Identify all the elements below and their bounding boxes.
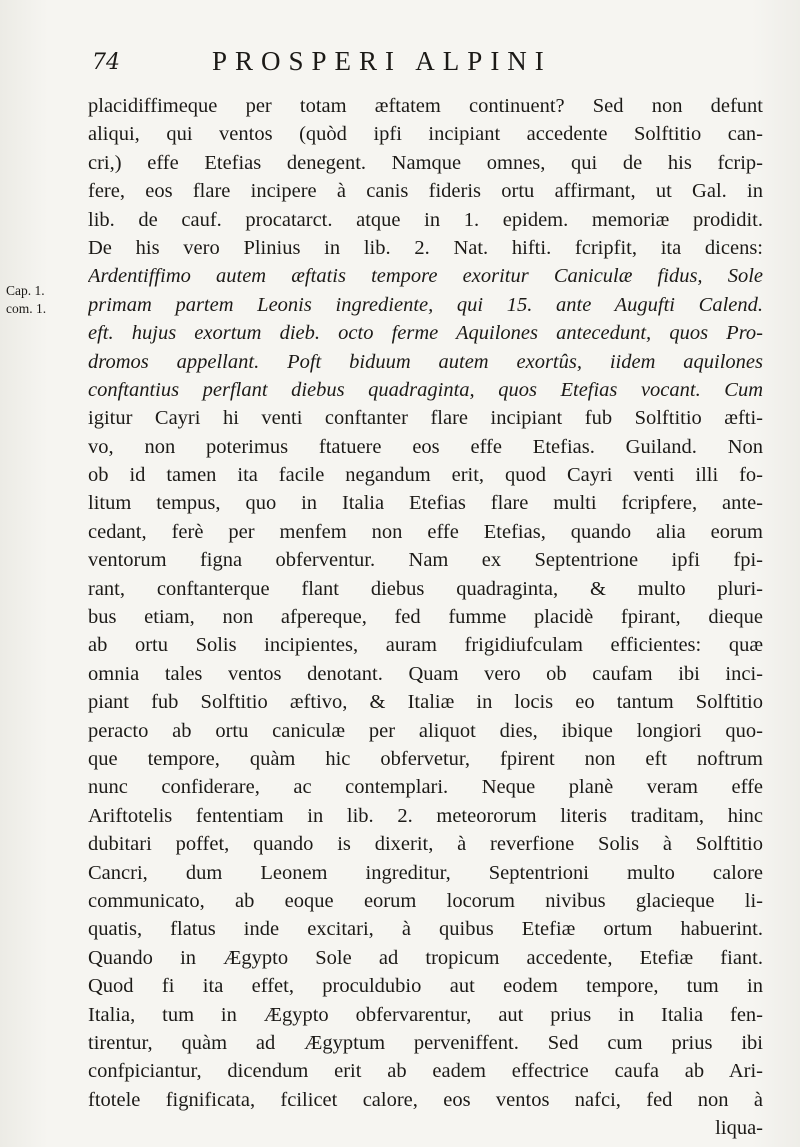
page-number: 74 (92, 50, 120, 75)
margin-note-line: Cap. 1. (6, 283, 45, 298)
text-line: fere, eos flare incipere à canis fideris ortu affirmant, ut Gal. in (88, 180, 763, 203)
text-line: piant fub Solftitio æftivo, & Italiæ in locis eo tantum Solftitio (88, 691, 763, 714)
text-line: que tempore, quàm hic obfervetur, fpirent non eft noftrum (88, 747, 763, 770)
body-text (88, 92, 763, 1142)
text-line: cedant, ferè per menfem non effe Etefias, quando alia eorum (88, 520, 763, 543)
text-line: Cancri, dum Leonem ingreditur, Septentrioni multo calore (88, 861, 763, 884)
text-line: litum tempus, quo in Italia Etefias flare multi fcripfere, ante- (88, 492, 763, 515)
text-line: peracto ab ortu caniculæ per aliquot dies, ibique longiori quo- (88, 719, 763, 742)
text-line: primam partem Leonis ingrediente, qui 15. ante Augufti Calend. (88, 293, 763, 316)
running-title: PROSPERI ALPINI (212, 46, 552, 76)
text-line: vo, non poterimus ftatuere eos effe Etefias. Guiland. Non (88, 435, 763, 458)
margin-note-line: com. 1. (6, 301, 47, 316)
text-line: Italia, tum in Ægypto obfervarentur, aut prius in Italia fen- (88, 1003, 763, 1026)
text-line: lib. de cauf. procatarct. atque in 1. epidem. memoriæ prodidit. (88, 208, 763, 231)
text-line: ventorum figna obferventur. Nam ex Septentrione ipfi fpi- (88, 549, 763, 572)
text-line: Ardentiffimo autem æftatis tempore exoritur Caniculæ fidus, Sole (88, 265, 763, 288)
text-line: eft. hujus exortum dieb. octo ferme Aquilones antecedunt, quos Pro- (88, 322, 763, 345)
text-line: omnia tales ventos denotant. Quam vero ob caufam ibi inci- (88, 662, 763, 685)
text-line: cri,) effe Etefias denegent. Namque omnes, qui de his fcrip- (88, 151, 763, 174)
text-line: tirentur, quàm ad Ægyptum perveniffent. Sed cum prius ibi (88, 1031, 763, 1054)
text-line: bus etiam, non afpereque, fed fumme placidè fpirant, dieque (88, 606, 763, 629)
margin-note (6, 282, 48, 318)
text-line: liqua- (715, 1117, 763, 1140)
text-line: De his vero Plinius in lib. 2. Nat. hifti. fcripfit, ita dicens: (88, 236, 763, 259)
text-line: aliqui, qui ventos (quòd ipfi incipiant accedente Solftitio can- (88, 123, 763, 146)
text-line: Quod fi ita effet, proculdubio aut eodem tempore, tum in (88, 975, 763, 998)
text-line: nunc confiderare, ac contemplari. Neque planè veram effe (88, 776, 763, 799)
text-line: placidiffimeque per totam æftatem continuent? Sed non defunt (88, 95, 763, 117)
text-line: quatis, flatus inde excitari, à quibus Etefiæ ortum habuerint. (88, 918, 763, 941)
text-line: conftantius perflant diebus quadraginta, quos Etefias vocant. Cum (88, 378, 763, 401)
text-line: Ariftotelis fententiam in lib. 2. meteororum literis traditam, hinc (88, 804, 763, 827)
text-line: communicato, ab eoque eorum locorum nivibus glacieque li- (88, 889, 763, 912)
text-line: Quando in Ægypto Sole ad tropicum accedente, Etefiæ fiant. (88, 946, 763, 969)
text-line: confpiciantur, dicendum erit ab eadem effectrice caufa ab Ari- (88, 1060, 763, 1083)
text-line: rant, conftanterque flant diebus quadraginta, & multo pluri- (88, 577, 763, 600)
page-header (92, 46, 692, 82)
text-line: ftotele fignificata, fcilicet calore, eos ventos nafci, fed non à (88, 1088, 763, 1111)
text-line: igitur Cayri hi venti conftanter flare incipiant fub Solftitio æfti- (88, 407, 763, 430)
text-line: dromos appellant. Poft biduum autem exortûs, iidem aquilones (88, 350, 763, 373)
text-line: dubitari poffet, quando is dixerit, à reverfione Solis à Solftitio (88, 833, 763, 856)
text-line: ob id tamen ita facile negandum erit, quod Cayri venti illi fo- (88, 464, 763, 487)
text-line: ab ortu Solis incipientes, auram frigidiufculam efficientes: quæ (88, 634, 763, 657)
